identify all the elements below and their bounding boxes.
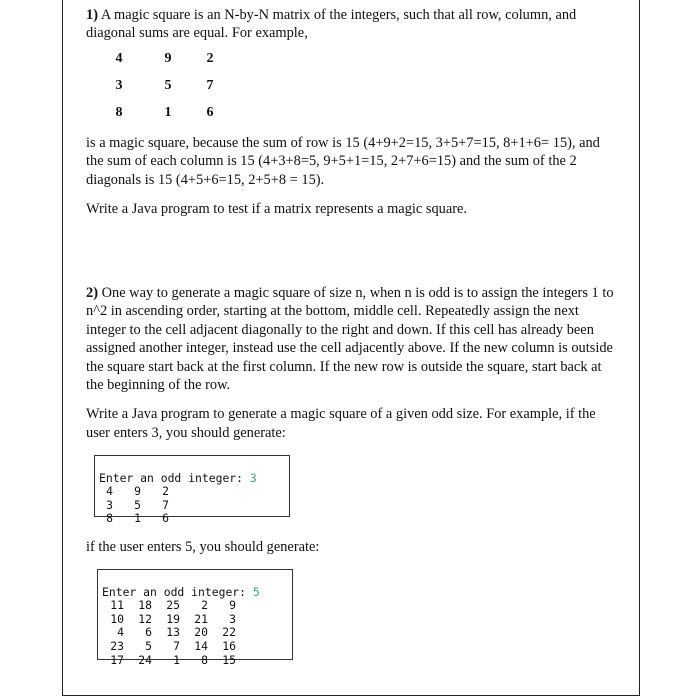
- matrix-cell: 7: [206, 78, 214, 93]
- console-row: [99, 512, 285, 526]
- q1-explanation: is a magic square, because the sum of row is 15 (4+9+2=15, 3+5+7=15, 8+1+6= 15), and the sum of each column is 15 (4+3+8=5, 9+5+1=15, 2+7+6=15) and the sum of the 2 diagonals is 15 (4+5+6=15, 2+5+8 = 15).: [86, 135, 600, 188]
- matrix-cell: 3: [115, 78, 123, 93]
- question-1: [86, 4, 621, 43]
- matrix-cell: 5: [164, 78, 172, 93]
- console-cell: 2: [162, 484, 169, 499]
- q1-intro-text: A magic square is an N-by-N matrix of the integers, such that all row, column, and diagonal sums are equal. For example,: [86, 7, 577, 42]
- console-cell: 4: [106, 484, 113, 499]
- console-cell: 3: [229, 611, 236, 626]
- q2-between-text: if the user enters 5, you should generate:: [86, 539, 320, 555]
- console-cell: 7: [162, 497, 169, 512]
- console-cell: 23: [110, 638, 124, 653]
- console-cell: 13: [166, 625, 180, 640]
- console-row: [99, 499, 285, 513]
- console-row: [102, 626, 288, 640]
- console-cell: 24: [138, 652, 152, 667]
- console-cell: 14: [194, 638, 208, 653]
- console-cell: 6: [145, 625, 152, 640]
- console-row: [102, 640, 288, 654]
- console-cell: 25: [166, 598, 180, 613]
- q2-intro-text: One way to generate a magic square of size n, when n is odd is to assign the integers 1 to n^2 in ascending order, starting at the bottom, middle cell. Repeatedly assign the next integer to the cell adjacent diagonally to the right and down. If this cell has already been assigned another integer, instead use the cell adjacently above. If the new column is outside the square start back at the first column. If the new row is outside the square, start back at the beginning of the row.: [86, 285, 614, 394]
- question-2: [86, 284, 621, 442]
- console-cell: 18: [138, 598, 152, 613]
- console-cell: 2: [201, 598, 208, 613]
- console-user-input: 3: [249, 470, 257, 485]
- console-prompt: Enter an odd integer:: [102, 584, 253, 599]
- console-row: [99, 485, 285, 499]
- console-cell: 9: [229, 598, 236, 613]
- console-cell: 4: [117, 625, 124, 640]
- console-cell: 20: [194, 625, 208, 640]
- console-cell: 6: [162, 511, 169, 526]
- q1-number: 1): [86, 7, 98, 23]
- console-cell: 7: [173, 638, 180, 653]
- console-cell: 11: [110, 598, 124, 613]
- matrix-cell: 9: [164, 51, 172, 66]
- console-cell: 17: [110, 652, 124, 667]
- console-output-3: [94, 455, 290, 526]
- console-cell: 10: [110, 611, 124, 626]
- q1-intro: [86, 6, 621, 43]
- console-cell: 5: [134, 497, 141, 512]
- q1-body: [86, 134, 621, 219]
- matrix-cell: 2: [206, 51, 214, 66]
- console-cell: 3: [106, 497, 113, 512]
- console-cell: 5: [145, 638, 152, 653]
- console-cell: 1: [173, 652, 180, 667]
- console-cell: 1: [134, 511, 141, 526]
- q1-task: Write a Java program to test if a matrix represents a magic square.: [86, 201, 468, 218]
- console-prompt: Enter an odd integer:: [99, 470, 250, 485]
- q2-between: [86, 538, 621, 556]
- console-cell: 8: [106, 511, 113, 526]
- q2-task: Write a Java program to generate a magic square of a given odd size. For example, if the user enters 3, you should generate:: [86, 406, 596, 441]
- console-cell: 8: [201, 652, 208, 667]
- q2-number: 2): [86, 285, 98, 301]
- matrix-cell: 8: [115, 105, 123, 120]
- matrix-cell: 1: [164, 105, 172, 120]
- console-output-5: [97, 569, 293, 667]
- matrix-cell: 6: [206, 105, 214, 120]
- matrix-cell: 4: [115, 51, 123, 66]
- console-cell: 16: [222, 638, 236, 653]
- console-cell: 15: [222, 652, 236, 667]
- console-cell: 19: [166, 611, 180, 626]
- console-cell: 12: [138, 611, 152, 626]
- console-cell: 9: [134, 484, 141, 499]
- q2-intro: [86, 284, 621, 394]
- console-row: [102, 599, 288, 613]
- console-cell: 22: [222, 625, 236, 640]
- console-cell: 21: [194, 611, 208, 626]
- console-row: [102, 613, 288, 627]
- console-user-input: 5: [252, 584, 260, 599]
- console-row: [102, 654, 288, 668]
